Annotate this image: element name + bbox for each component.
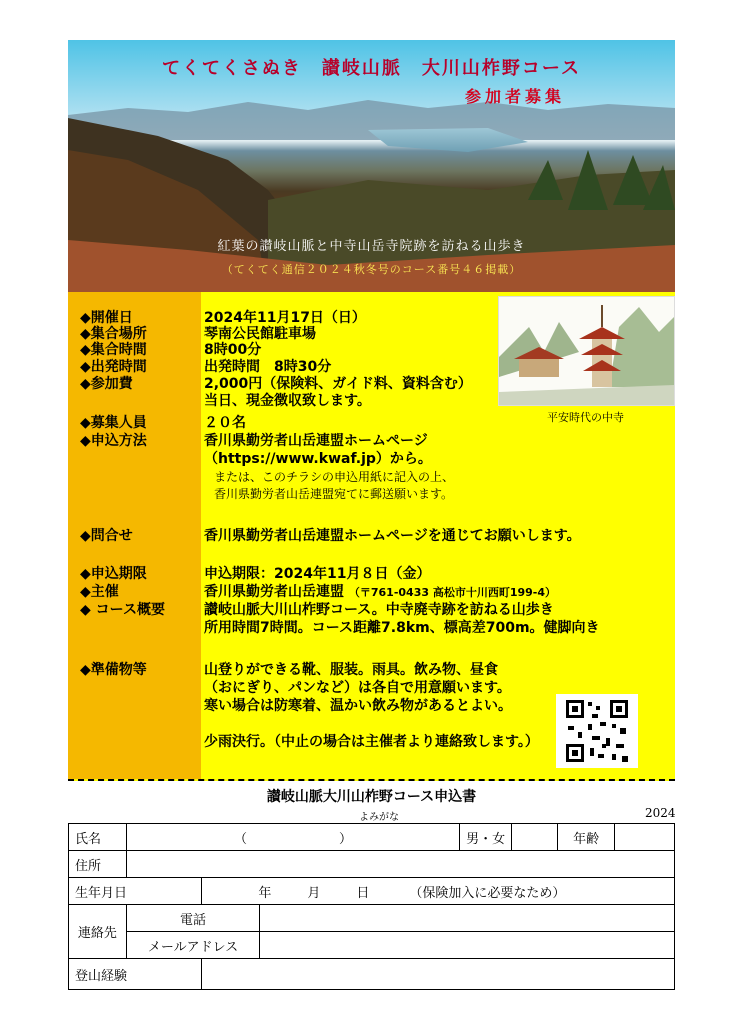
depart-label: ◆出発時間 bbox=[80, 359, 147, 375]
apply-url: （https://www.kwaf.jp）から。 bbox=[204, 451, 432, 467]
rain-policy: 少雨決行。（中止の場合は主催者より連絡致します。） bbox=[204, 734, 539, 750]
host-name: 香川県勤労者山岳連盟 bbox=[204, 584, 344, 600]
flyer bbox=[68, 40, 675, 781]
depart-value: 出発時間 8時30分 bbox=[204, 359, 332, 375]
course-value: 讃岐山脈大川山柞野コース。中寺廃寺跡を訪ねる山歩き bbox=[204, 602, 554, 618]
hero-subtitle: 紅葉の讃岐山脈と中寺山岳寺院跡を訪ねる山歩き bbox=[217, 239, 526, 254]
paren-open: （ bbox=[233, 831, 247, 847]
yomigana-label: よみがな bbox=[359, 812, 399, 823]
host-value bbox=[204, 584, 556, 601]
meettime-label: ◆集合時間 bbox=[80, 342, 147, 358]
date-label: ◆開催日 bbox=[80, 310, 133, 326]
meet-value: 琴南公民館駐車場 bbox=[204, 326, 316, 342]
fee-value-2: 当日、現金徴収致します。 bbox=[204, 393, 371, 409]
month-char: 月 bbox=[307, 885, 321, 901]
host-address: （〒761-0433 高松市十川西町199-4） bbox=[348, 586, 557, 599]
age-label: 年齢 bbox=[557, 824, 615, 851]
flyer-title: てくてくさぬき 讃岐山脈 大川山柞野コース bbox=[161, 58, 582, 79]
email-label: メールアドレス bbox=[126, 932, 259, 959]
name-label: 氏名 bbox=[69, 824, 127, 851]
host-label: ◆主催 bbox=[80, 584, 119, 600]
experience-field[interactable] bbox=[202, 959, 675, 990]
age-field[interactable] bbox=[615, 824, 675, 851]
gender-blank bbox=[512, 824, 558, 851]
prep-value-2: （おにぎり、パンなど）は各自で用意願います。 bbox=[204, 680, 511, 696]
apply-value: 香川県勤労者山岳連盟ホームページ bbox=[204, 433, 428, 449]
name-field[interactable] bbox=[126, 824, 459, 851]
deadline-value: 申込期限：2024年11月８日（金） bbox=[204, 566, 431, 582]
contact-label: 連絡先 bbox=[69, 905, 127, 959]
temple-illustration bbox=[498, 296, 675, 406]
address-label: 住所 bbox=[69, 851, 127, 878]
temple-caption: 平安時代の中寺 bbox=[547, 411, 624, 424]
apply-note-2: 香川県勤労者山岳連盟宛てに郵送願います。 bbox=[214, 487, 454, 501]
year-char: 年 bbox=[258, 885, 272, 901]
course-value-2: 所用時間7時間。コース距離7.8km、標高差700m。健脚向き bbox=[204, 620, 600, 636]
email-field[interactable] bbox=[260, 932, 675, 959]
experience-label: 登山経験 bbox=[69, 959, 202, 990]
fee-value: 2,000円（保険料、ガイド料、資料含む） bbox=[204, 376, 472, 392]
form-year: 2024 bbox=[645, 806, 676, 820]
insurance-note: （保険加入に必要なため） bbox=[409, 885, 566, 901]
date-value: 2024年11月17日（日） bbox=[204, 310, 366, 326]
prep-value: 山登りができる靴、服装。雨具。飲み物、昼食 bbox=[204, 662, 498, 678]
fee-label: ◆参加費 bbox=[80, 376, 133, 392]
capacity-label: ◆募集人員 bbox=[80, 415, 147, 431]
meettime-value: 8時00分 bbox=[204, 342, 262, 358]
apply-note-1: または、このチラシの申込用紙に記入の上、 bbox=[214, 470, 455, 484]
event-details bbox=[68, 292, 675, 781]
phone-field[interactable] bbox=[260, 905, 675, 932]
qr-code-icon[interactable] bbox=[556, 694, 638, 768]
meet-label: ◆集合場所 bbox=[80, 326, 147, 342]
prep-value-3: 寒い場合は防寒着、温かい飲み物があるとよい。 bbox=[204, 698, 512, 714]
contact-label: ◆問合せ bbox=[80, 528, 133, 544]
address-field[interactable] bbox=[126, 851, 674, 878]
birth-label: 生年月日 bbox=[69, 878, 202, 905]
capacity-value: ２０名 bbox=[204, 415, 246, 431]
hero-banner bbox=[68, 40, 675, 292]
form-title: 讃岐山脈大川山柞野コース申込書 bbox=[266, 789, 477, 805]
recruit-heading: 参加者募集 bbox=[464, 87, 565, 106]
contact-value: 香川県勤労者山岳連盟ホームページを通じてお願いします。 bbox=[204, 528, 581, 544]
prep-label: ◆準備物等 bbox=[80, 662, 147, 678]
course-label: ◆ コース概要 bbox=[80, 602, 165, 618]
day-char: 日 bbox=[356, 885, 370, 901]
application-form bbox=[68, 823, 675, 990]
deadline-label: ◆申込期限 bbox=[80, 566, 147, 582]
gender-field[interactable]: 男・女 bbox=[460, 824, 512, 851]
phone-label: 電話 bbox=[126, 905, 259, 932]
apply-label: ◆申込方法 bbox=[80, 433, 147, 449]
birth-field[interactable] bbox=[202, 878, 675, 905]
paren-close: ） bbox=[338, 831, 352, 847]
hero-subnote: （てくてく通信２０２４秋冬号のコース番号４６掲載） bbox=[221, 263, 522, 276]
